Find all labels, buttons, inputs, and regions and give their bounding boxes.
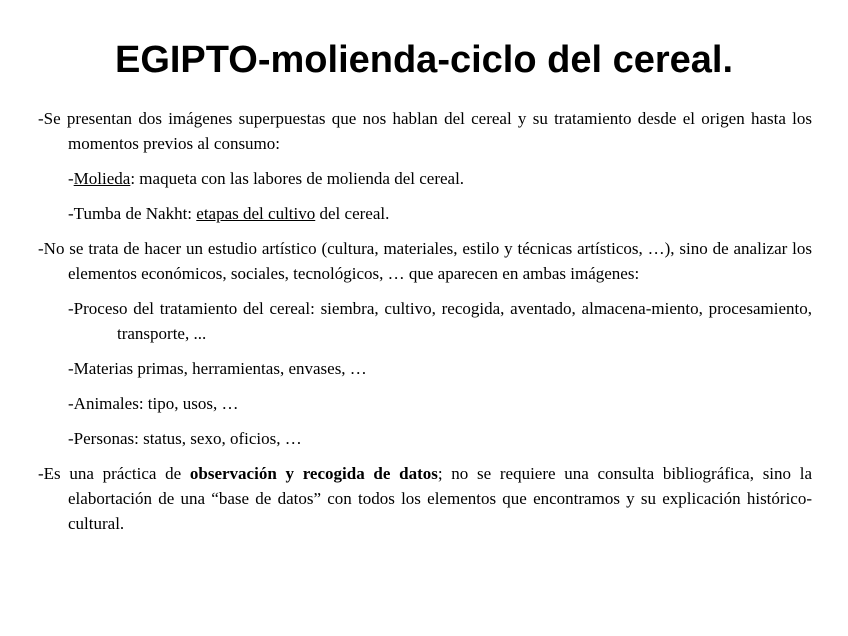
paragraph-proceso: -Proceso del tratamiento del cereal: siembra, cultivo, recogida, aventado, almacena-miento, procesamiento, transporte, ... (68, 299, 812, 343)
slide-body (38, 106, 812, 536)
paragraph-molieda (38, 166, 812, 191)
paragraph-practica-prefix: -Es una práctica de (38, 464, 190, 483)
paragraph-animales: -Animales: tipo, usos, … (68, 394, 239, 413)
paragraph-personas: -Personas: status, sexo, oficios, … (68, 429, 302, 448)
paragraph-molieda-rest: : maqueta con las labores de molienda del cereal. (130, 169, 465, 188)
paragraph-no-artistico: -No se trata de hacer un estudio artístico (cultura, materiales, estilo y técnicas artísticos, …), sino de analizar los elementos económicos, sociales, tecnológicos, … que aparecen en ambas imágenes: (38, 239, 812, 283)
paragraph-practica-rest: ; no se requiere una consulta bibliográfica, sino la elabortación de una “base de datos” con todos los elementos que encontramos y su explicación histórico-cultural. (68, 464, 813, 533)
molieda-underlined: Molieda (73, 169, 131, 188)
etapas-underlined: etapas del cultivo (196, 204, 316, 223)
slide-title: EGIPTO-molienda-ciclo del cereal. (114, 39, 734, 81)
paragraph-materias: -Materias primas, herramientas, envases, … (68, 359, 367, 378)
paragraph-nakht-rest: del cereal. (315, 204, 390, 223)
practica-bold: observación y recogida de datos (189, 464, 438, 483)
paragraph-practica (38, 461, 812, 536)
paragraph-nakht (38, 201, 812, 226)
paragraph-intro: -Se presentan dos imágenes superpuestas que nos hablan del cereal y su tratamiento desde el origen hasta los momentos previos al consumo: (38, 109, 812, 153)
paragraph-molieda-prefix: - (68, 169, 74, 188)
paragraph-nakht-prefix: -Tumba de Nakht: (68, 204, 197, 223)
